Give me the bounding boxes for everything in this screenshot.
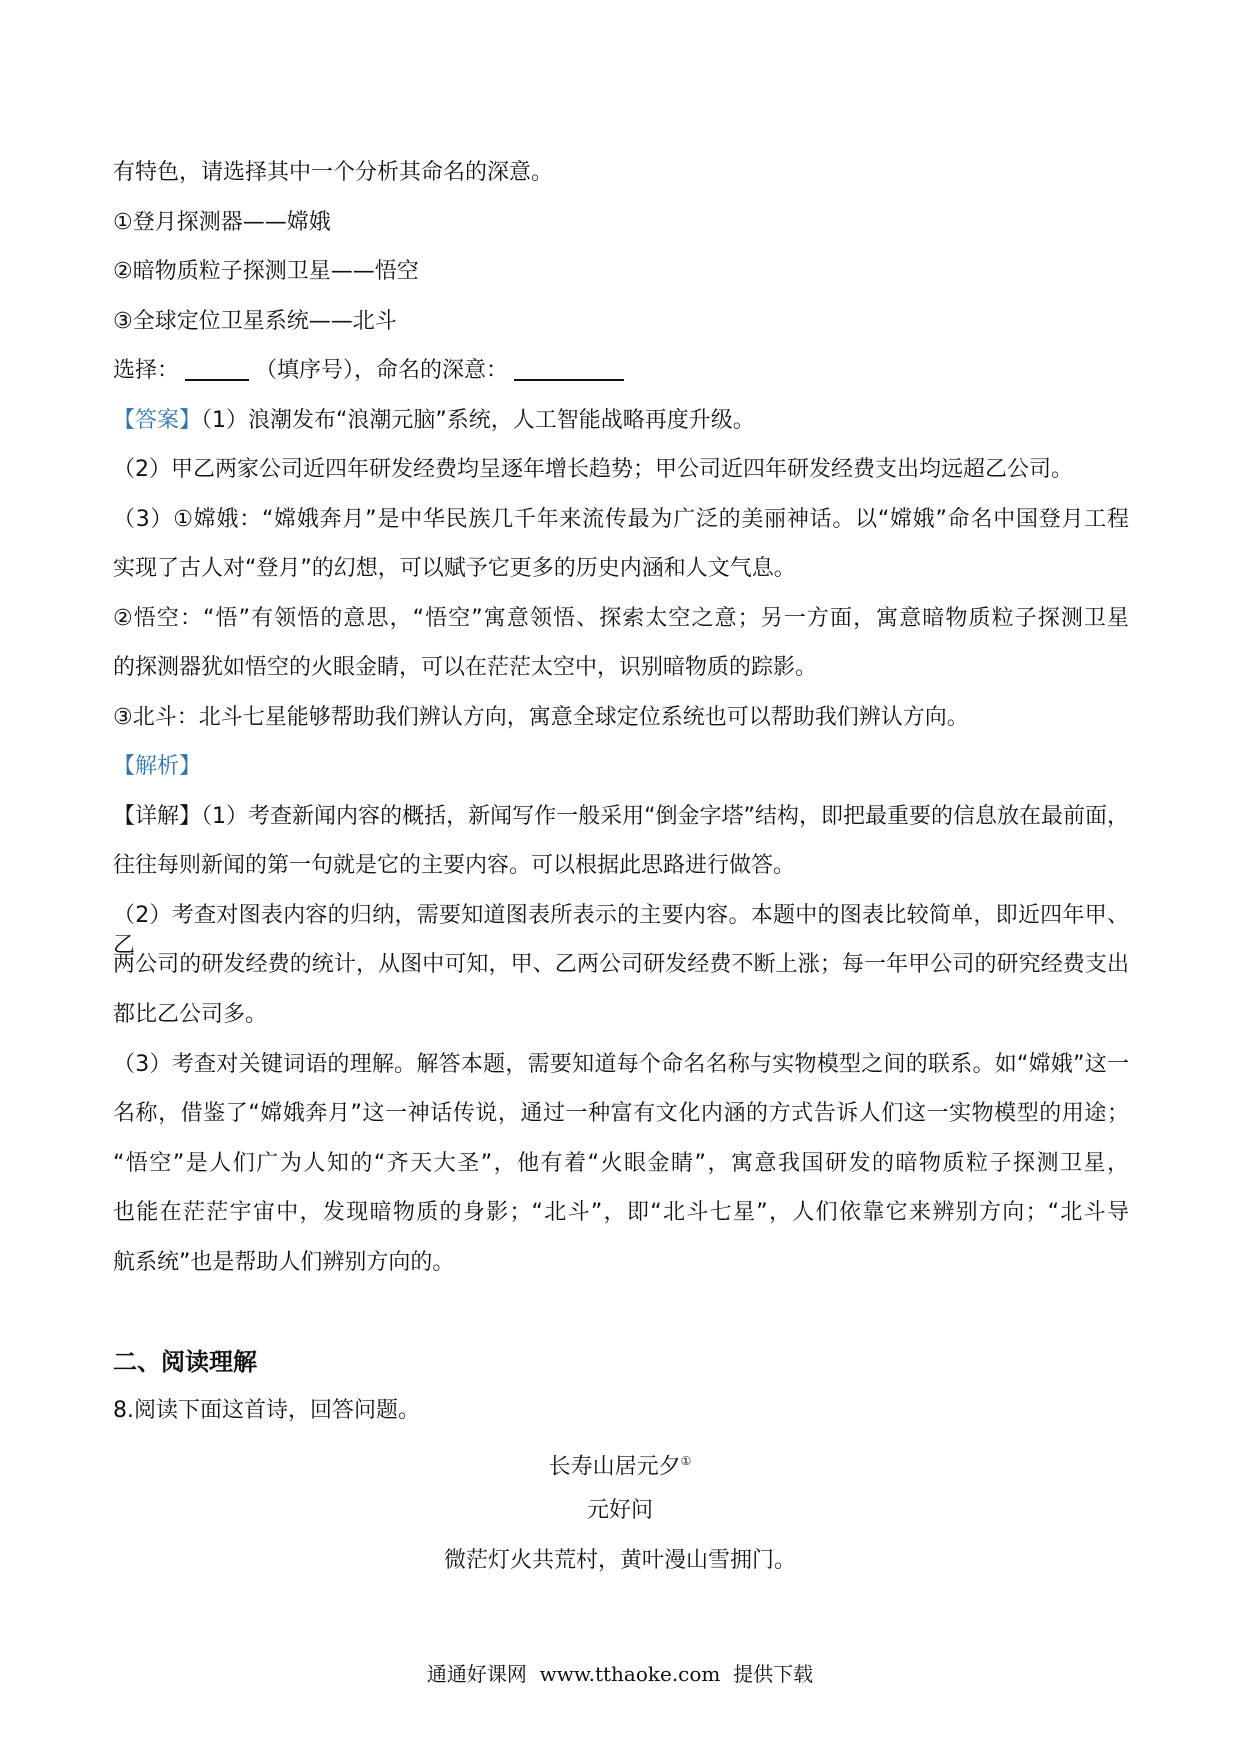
detail-line: 都比乙公司多。 (113, 1002, 268, 1027)
answer-text: （1）浪潮发布“浪潮元脑”系统，人工智能战略再度升级。 (201, 408, 755, 433)
option-3: ③全球定位卫星系统——北斗 (113, 309, 397, 334)
detail-tag: 【详解】 (113, 804, 202, 829)
answer-blank-1[interactable] (185, 359, 249, 381)
section-title: 二、阅读理解 (113, 1348, 257, 1376)
fill-middle: （填序号），命名的深意： (255, 358, 509, 383)
poem-title-text: 长寿山居元夕 (548, 1454, 681, 1480)
answer-line: ③北斗：北斗七星能够帮助我们辨认方向，寓意全球定位系统也可以帮助我们辨认方向。 (113, 705, 969, 730)
question-8: 8.阅读下面这首诗，回答问题。 (113, 1398, 420, 1423)
detail-line: 航系统”也是帮助人们辨别方向的。 (113, 1250, 455, 1275)
detail-line: （2）考查对图表内容的归纳，需要知道图表所表示的主要内容。本题中的图表比较简单，即近四年甲、乙 (113, 903, 1129, 958)
detail-line: 往往每则新闻的第一句就是它的主要内容。可以根据此思路进行做答。 (113, 853, 796, 878)
detail-line: “悟空”是人们广为人知的“齐天大圣”，他有着“火眼金睛”，寓意我国研发的暗物质粒子探测卫星， (113, 1151, 1129, 1176)
detail-line: 两公司的研发经费的统计，从图中可知，甲、乙两公司研发经费不断上涨；每一年甲公司的研究经费支出 (113, 952, 1129, 977)
analysis-tag: 【解析】 (113, 754, 202, 779)
answer-tag: 【答案】 (113, 408, 202, 433)
answer-line (113, 406, 1129, 436)
poem-title (0, 1446, 1240, 1482)
detail-line: 也能在茫茫宇宙中，发现暗物质的身影；“北斗”，即“北斗七星”，人们依靠它来辨别方向；“北斗导 (113, 1200, 1129, 1225)
poem-line: 微茫灯火共荒村，黄叶漫山雪拥门。 (443, 1548, 796, 1573)
question-text: 有特色，请选择其中一个分析其命名的深意。 (113, 160, 554, 185)
option-2: ②暗物质粒子探测卫星——悟空 (113, 259, 419, 284)
detail-line (113, 802, 1129, 832)
answer-line: （2）甲乙两家公司近四年研发经费均呈逐年增长趋势；甲公司近四年研发经费支出均远超乙公司。 (113, 457, 1074, 482)
answer-line: 的探测器犹如悟空的火眼金睛，可以在茫茫太空中，识别暗物质的踪影。 (113, 655, 818, 680)
detail-line: （3）考查对关键词语的理解。解答本题，需要知道每个命名名称与实物模型之间的联系。如“嫦娥”这一 (113, 1052, 1129, 1077)
page-footer: 通通好课网 www.tthaoke.com 提供下载 (426, 1662, 814, 1686)
answer-line: 实现了古人对“登月”的幻想，可以赋予它更多的历史内涵和人文气息。 (113, 556, 796, 581)
fill-prefix: 选择： (113, 358, 180, 383)
option-1: ①登月探测器——嫦娥 (113, 210, 331, 235)
poem-author: 元好问 (586, 1498, 653, 1523)
answer-line: （3）①嫦娥：“嫦娥奔月”是中华民族几千年来流传最为广泛的美丽神话。以“嫦娥”命名中国登月工程 (113, 507, 1129, 532)
answer-blank-2[interactable] (514, 359, 624, 381)
answer-line: ②悟空：“悟”有领悟的意思，“悟空”寓意领悟、探索太空之意；另一方面，寓意暗物质粒子探测卫星 (113, 606, 1129, 631)
footnote-marker: ① (680, 1454, 692, 1468)
fill-line (113, 356, 1129, 386)
detail-text: （1）考查新闻内容的概括，新闻写作一般采用“倒金字塔”结构，即把最重要的信息放在最前面， (201, 804, 1129, 829)
detail-line: 名称，借鉴了“嫦娥奔月”这一神话传说，通过一种富有文化内涵的方式告诉人们这一实物模型的用途； (113, 1101, 1129, 1126)
